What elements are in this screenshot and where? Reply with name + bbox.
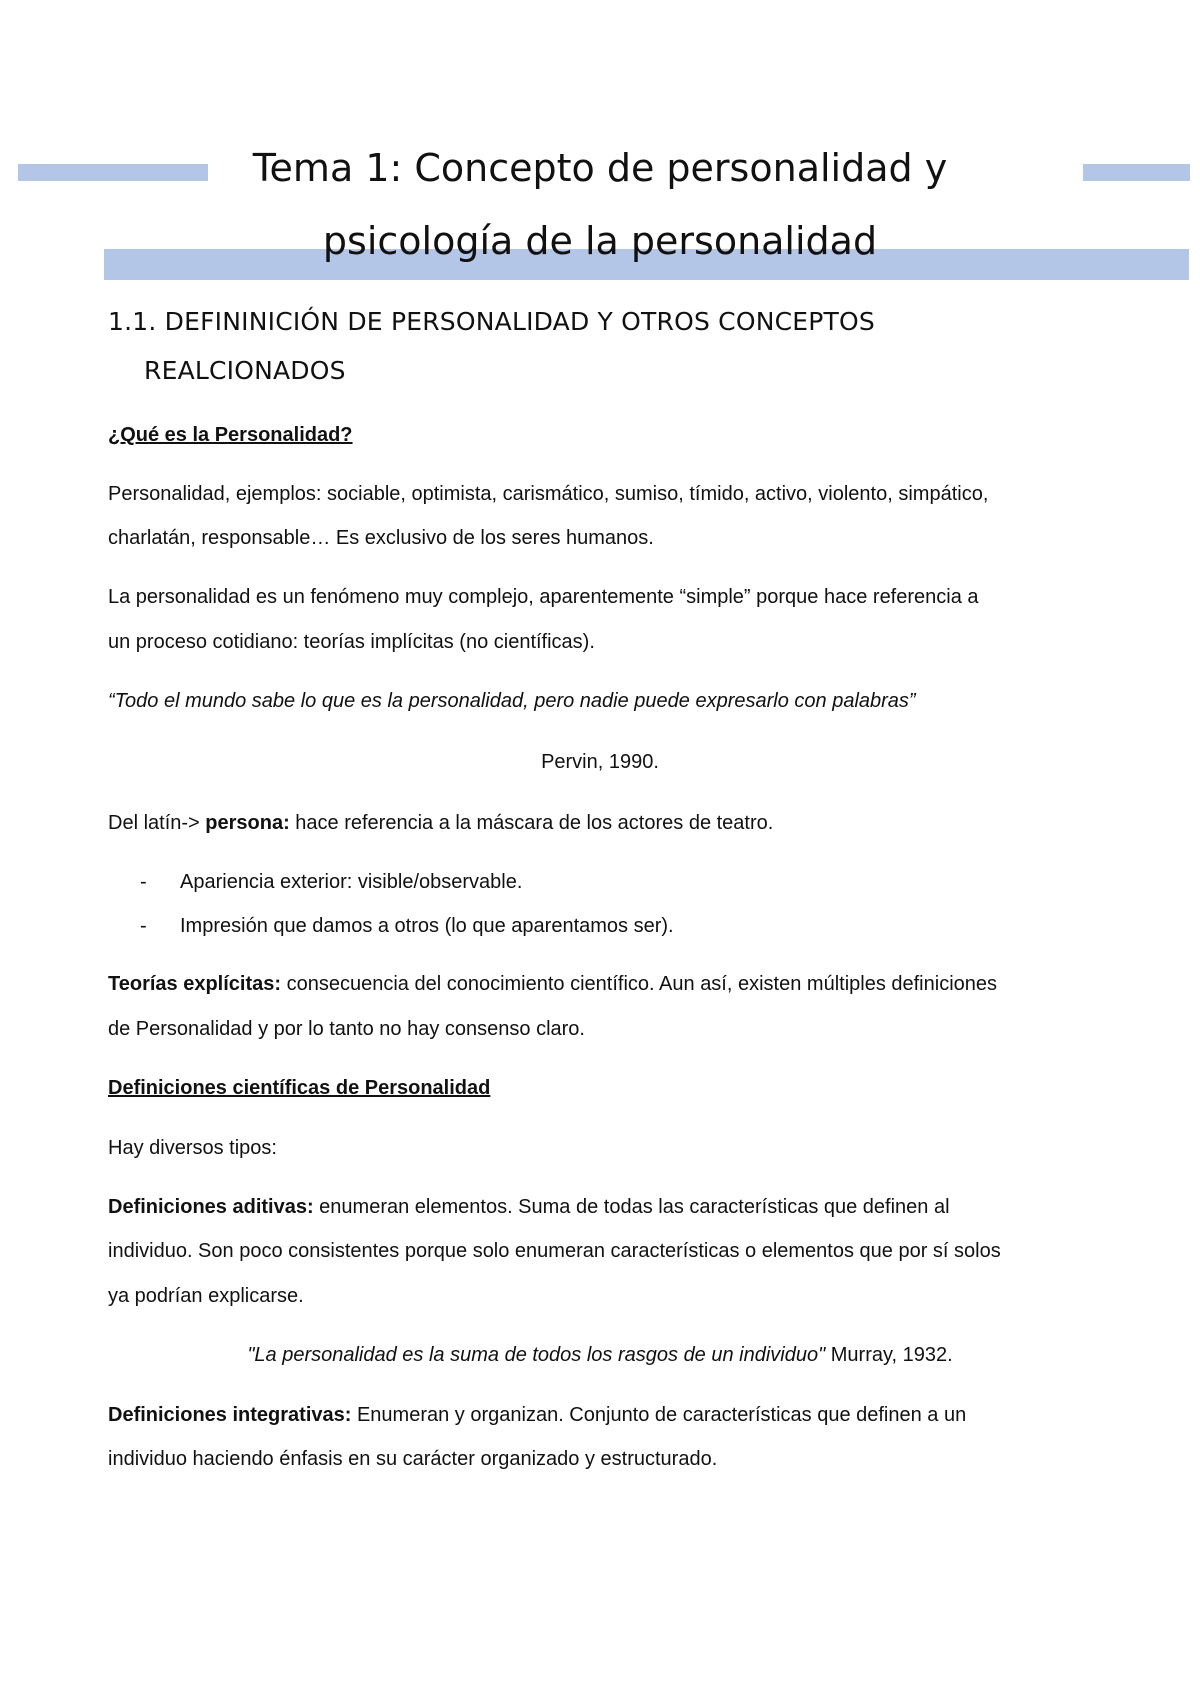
teorias-rest: consecuencia del conocimiento científico. Aun así, existen múltiples definiciones [281, 973, 998, 995]
quote-murray [0, 1344, 1200, 1367]
quote-pervin-author: Pervin, 1990. [541, 751, 659, 773]
aditivas-rest: enumeran elementos. Suma de todas las características que definen al [313, 1196, 950, 1218]
paragraph-diversos-tipos: Hay diversos tipos: [108, 1137, 277, 1159]
aditivas-term: Definiciones aditivas: [108, 1196, 314, 1218]
paragraph-aditivas-line-3: ya podrían explicarse. [108, 1285, 304, 1307]
paragraph-aditivas-line-1 [108, 1196, 950, 1219]
latin-suffix: hace referencia a la máscara de los actores de teatro. [289, 812, 774, 834]
latin-prefix: Del latín-> [108, 812, 206, 834]
bullet-item-1: Apariencia exterior: visible/observable. [180, 871, 523, 893]
document-title-line-2: psicología de la personalidad [322, 219, 878, 263]
bullet-dash: - [140, 915, 147, 937]
paragraph-teorias-line-1 [108, 973, 997, 996]
integrativas-term: Definiciones integrativas: [108, 1404, 352, 1426]
bullet-item-2: Impresión que damos a otros (lo que aparentamos ser). [180, 915, 674, 937]
quote-murray-author: Murray, 1932. [825, 1344, 953, 1366]
teorias-term: Teorías explícitas: [108, 973, 282, 995]
paragraph-teorias-line-2: de Personalidad y por lo tanto no hay consenso claro. [108, 1018, 585, 1040]
subheading-que-es-personalidad: ¿Qué es la Personalidad? [108, 424, 353, 446]
paragraph-integrativas-line-2: individuo haciendo énfasis en su carácter organizado y estructurado. [108, 1448, 718, 1470]
section-heading-line-2: REALCIONADOS [144, 356, 346, 385]
paragraph-2-line-2: un proceso cotidiano: teorías implícitas (no científicas). [108, 631, 595, 653]
subheading-definiciones-cientificas: Definiciones científicas de Personalidad [108, 1077, 491, 1099]
paragraph-1-line-2: charlatán, responsable… Es exclusivo de los seres humanos. [108, 527, 654, 549]
paragraph-aditivas-line-2: individuo. Son poco consistentes porque solo enumeran características o elementos que por sí solos [108, 1240, 1001, 1262]
integrativas-rest: Enumeran y organizan. Conjunto de características que definen a un [351, 1404, 967, 1426]
latin-term: persona: [205, 812, 290, 834]
document-title-line-1: Tema 1: Concepto de personalidad y [252, 146, 948, 190]
paragraph-latin-origin [108, 812, 773, 835]
section-heading-line-1: 1.1. DEFININICIÓN DE PERSONALIDAD Y OTROS CONCEPTOS [108, 307, 875, 336]
quote-pervin: “Todo el mundo sabe lo que es la personalidad, pero nadie puede expresarlo con palabras” [108, 690, 916, 712]
bullet-dash: - [140, 871, 147, 893]
paragraph-integrativas-line-1 [108, 1404, 966, 1427]
paragraph-1-line-1: Personalidad, ejemplos: sociable, optimista, carismático, sumiso, tímido, activo, violento, simpático, [108, 483, 989, 505]
paragraph-2-line-1: La personalidad es un fenómeno muy complejo, aparentemente “simple” porque hace referencia a [108, 586, 979, 608]
quote-murray-text: "La personalidad es la suma de todos los rasgos de un individuo" [247, 1344, 826, 1366]
